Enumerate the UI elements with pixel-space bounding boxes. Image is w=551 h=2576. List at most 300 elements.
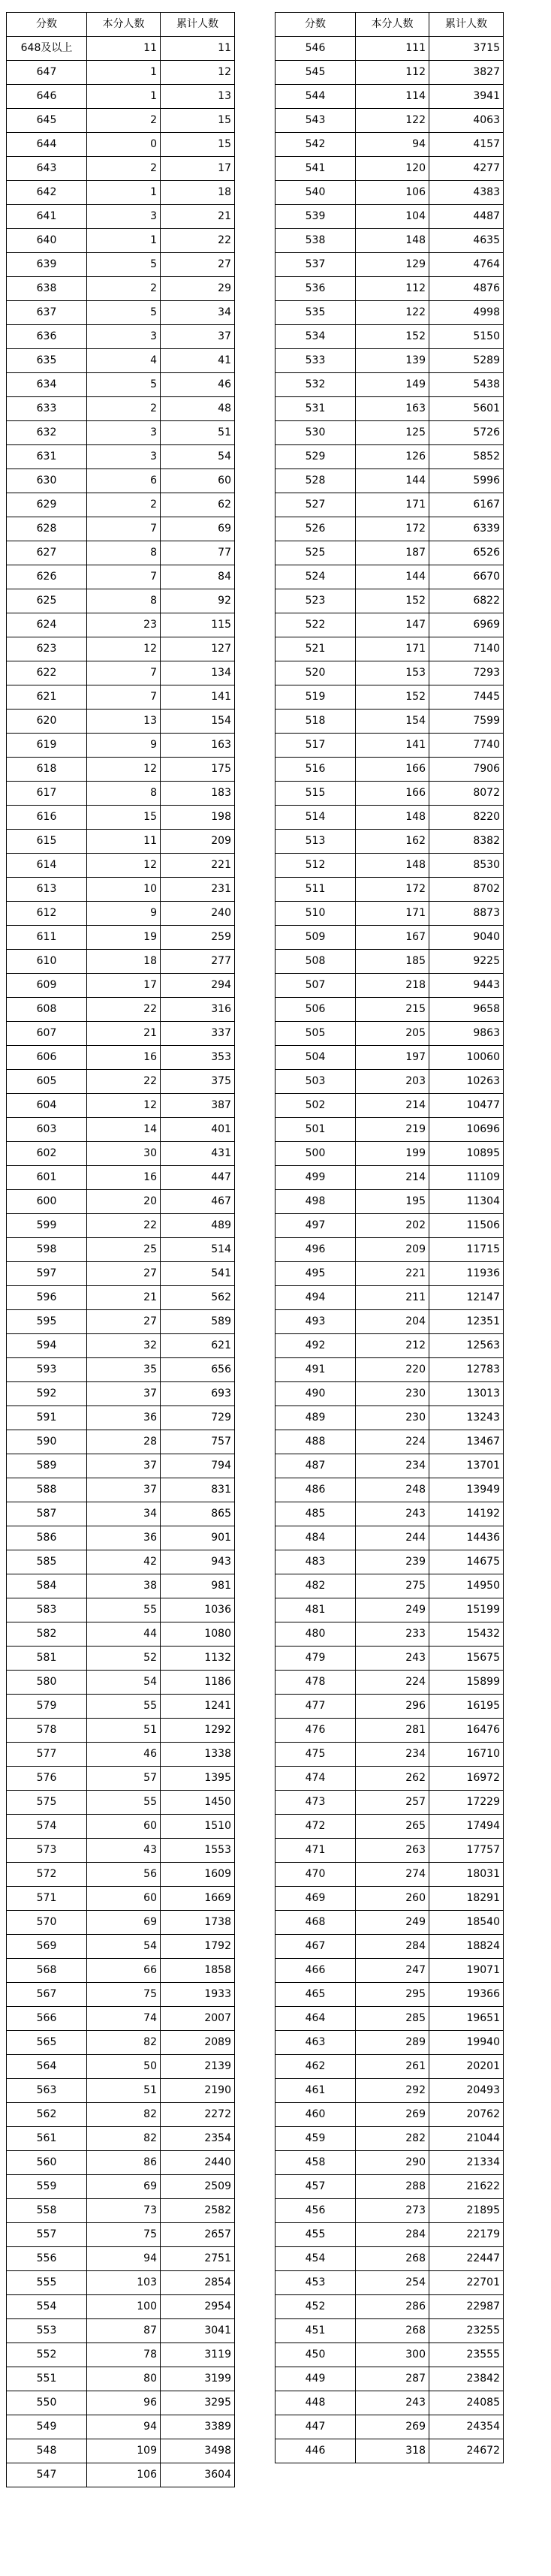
cell-score: 527 <box>276 493 356 517</box>
cell-score: 549 <box>7 2415 87 2439</box>
cell-cumulative: 943 <box>161 1550 235 1574</box>
cell-count: 211 <box>356 1286 429 1310</box>
table-row <box>7 1478 235 1502</box>
cell-cumulative: 3827 <box>429 61 504 85</box>
cell-count: 257 <box>356 1791 429 1815</box>
table-row <box>7 2415 235 2439</box>
cell-cumulative: 4157 <box>429 133 504 157</box>
cell-count: 1 <box>87 61 161 85</box>
cell-cumulative: 9225 <box>429 950 504 974</box>
cell-score: 590 <box>7 1430 87 1454</box>
cell-count: 290 <box>356 2151 429 2175</box>
cell-cumulative: 6969 <box>429 613 504 637</box>
table-row <box>276 1238 504 1262</box>
table-row <box>7 2247 235 2271</box>
cell-cumulative: 19071 <box>429 1959 504 1983</box>
cell-score: 602 <box>7 1142 87 1166</box>
cell-cumulative: 14436 <box>429 1526 504 1550</box>
cell-score: 518 <box>276 710 356 734</box>
cell-count: 2 <box>87 157 161 181</box>
table-row <box>276 349 504 373</box>
table-row <box>7 301 235 325</box>
cell-cumulative: 48 <box>161 397 235 421</box>
cell-score: 472 <box>276 1815 356 1839</box>
cell-count: 224 <box>356 1430 429 1454</box>
cell-cumulative: 9443 <box>429 974 504 998</box>
cell-score: 540 <box>276 181 356 205</box>
cell-cumulative: 24354 <box>429 2415 504 2439</box>
table-row <box>276 325 504 349</box>
cell-score: 492 <box>276 1334 356 1358</box>
cell-score: 454 <box>276 2247 356 2271</box>
cell-score: 584 <box>7 1574 87 1598</box>
cell-count: 38 <box>87 1574 161 1598</box>
cell-count: 1 <box>87 181 161 205</box>
cell-score: 488 <box>276 1430 356 1454</box>
table-row <box>276 806 504 830</box>
cell-count: 14 <box>87 1118 161 1142</box>
table-row <box>7 974 235 998</box>
cell-cumulative: 16476 <box>429 1719 504 1743</box>
cell-cumulative: 4635 <box>429 229 504 253</box>
cell-cumulative: 13013 <box>429 1382 504 1406</box>
cell-count: 109 <box>87 2439 161 2463</box>
cell-score: 644 <box>7 133 87 157</box>
table-row <box>7 589 235 613</box>
cell-count: 96 <box>87 2391 161 2415</box>
table-row <box>276 1454 504 1478</box>
cell-score: 586 <box>7 1526 87 1550</box>
table-row <box>7 1574 235 1598</box>
cell-score: 544 <box>276 85 356 109</box>
cell-cumulative: 115 <box>161 613 235 637</box>
cell-cumulative: 6670 <box>429 565 504 589</box>
table-row <box>7 85 235 109</box>
cell-cumulative: 3498 <box>161 2439 235 2463</box>
table-row <box>276 2007 504 2031</box>
cell-cumulative: 7140 <box>429 637 504 661</box>
cell-count: 106 <box>87 2463 161 2487</box>
cell-score: 614 <box>7 854 87 878</box>
cell-cumulative: 6822 <box>429 589 504 613</box>
cell-cumulative: 431 <box>161 1142 235 1166</box>
cell-count: 114 <box>356 85 429 109</box>
cell-count: 94 <box>356 133 429 157</box>
cell-count: 185 <box>356 950 429 974</box>
cell-count: 2 <box>87 109 161 133</box>
cell-score: 484 <box>276 1526 356 1550</box>
table-row <box>7 2175 235 2199</box>
cell-count: 144 <box>356 469 429 493</box>
cell-score: 494 <box>276 1286 356 1310</box>
table-row <box>7 1142 235 1166</box>
cell-count: 55 <box>87 1695 161 1719</box>
cell-score: 585 <box>7 1550 87 1574</box>
cell-cumulative: 77 <box>161 541 235 565</box>
cell-count: 60 <box>87 1887 161 1911</box>
table-row <box>7 1022 235 1046</box>
cell-cumulative: 3199 <box>161 2367 235 2391</box>
cell-cumulative: 34 <box>161 301 235 325</box>
cell-cumulative: 231 <box>161 878 235 902</box>
table-row <box>276 1671 504 1695</box>
cell-cumulative: 387 <box>161 1094 235 1118</box>
cell-cumulative: 5726 <box>429 421 504 445</box>
cell-score: 568 <box>7 1959 87 1983</box>
cell-score: 448 <box>276 2391 356 2415</box>
table-row <box>7 1262 235 1286</box>
table-row <box>7 1839 235 1863</box>
table-row <box>7 2055 235 2079</box>
cell-count: 3 <box>87 445 161 469</box>
cell-cumulative: 8702 <box>429 878 504 902</box>
header-score: 分数 <box>276 13 356 37</box>
cell-count: 249 <box>356 1911 429 1935</box>
cell-count: 163 <box>356 397 429 421</box>
cell-count: 15 <box>87 806 161 830</box>
cell-count: 28 <box>87 1430 161 1454</box>
cell-score: 569 <box>7 1935 87 1959</box>
cell-cumulative: 15 <box>161 109 235 133</box>
cell-count: 36 <box>87 1406 161 1430</box>
table-row <box>7 2103 235 2127</box>
cell-score: 592 <box>7 1382 87 1406</box>
cell-cumulative: 18031 <box>429 1863 504 1887</box>
table-row <box>276 1863 504 1887</box>
cell-cumulative: 15199 <box>429 1598 504 1622</box>
table-row <box>276 1574 504 1598</box>
cell-score: 447 <box>276 2415 356 2439</box>
table-row <box>276 2079 504 2103</box>
cell-count: 230 <box>356 1406 429 1430</box>
cell-score: 559 <box>7 2175 87 2199</box>
cell-count: 239 <box>356 1550 429 1574</box>
table-row <box>7 1502 235 1526</box>
cell-cumulative: 12783 <box>429 1358 504 1382</box>
cell-cumulative: 22987 <box>429 2295 504 2319</box>
cell-count: 218 <box>356 974 429 998</box>
cell-cumulative: 51 <box>161 421 235 445</box>
cell-count: 215 <box>356 998 429 1022</box>
cell-count: 243 <box>356 2391 429 2415</box>
cell-cumulative: 12563 <box>429 1334 504 1358</box>
cell-score: 473 <box>276 1791 356 1815</box>
cell-cumulative: 13701 <box>429 1454 504 1478</box>
table-row <box>7 1622 235 1647</box>
cell-count: 243 <box>356 1502 429 1526</box>
cell-score: 525 <box>276 541 356 565</box>
cell-count: 5 <box>87 301 161 325</box>
cell-count: 12 <box>87 637 161 661</box>
cell-cumulative: 294 <box>161 974 235 998</box>
table-row <box>276 1190 504 1214</box>
cell-count: 318 <box>356 2439 429 2463</box>
cell-count: 152 <box>356 325 429 349</box>
cell-score: 565 <box>7 2031 87 2055</box>
cell-count: 221 <box>356 1262 429 1286</box>
cell-cumulative: 21044 <box>429 2127 504 2151</box>
cell-cumulative: 175 <box>161 758 235 782</box>
cell-cumulative: 9040 <box>429 926 504 950</box>
cell-score: 587 <box>7 1502 87 1526</box>
cell-count: 153 <box>356 661 429 685</box>
table-row <box>276 1983 504 2007</box>
cell-score: 504 <box>276 1046 356 1070</box>
table-row <box>7 1214 235 1238</box>
cell-score: 620 <box>7 710 87 734</box>
cell-score: 594 <box>7 1334 87 1358</box>
cell-cumulative: 3941 <box>429 85 504 109</box>
cell-cumulative: 24672 <box>429 2439 504 2463</box>
cell-score: 588 <box>7 1478 87 1502</box>
cell-score: 463 <box>276 2031 356 2055</box>
cell-score: 643 <box>7 157 87 181</box>
cell-count: 8 <box>87 589 161 613</box>
cell-cumulative: 901 <box>161 1526 235 1550</box>
cell-cumulative: 4764 <box>429 253 504 277</box>
cell-count: 282 <box>356 2127 429 2151</box>
table-row <box>276 1046 504 1070</box>
cell-cumulative: 1080 <box>161 1622 235 1647</box>
cell-score: 629 <box>7 493 87 517</box>
cell-score: 470 <box>276 1863 356 1887</box>
cell-cumulative: 7445 <box>429 685 504 710</box>
cell-count: 139 <box>356 349 429 373</box>
cell-cumulative: 2089 <box>161 2031 235 2055</box>
cell-score: 551 <box>7 2367 87 2391</box>
table-row <box>7 1887 235 1911</box>
cell-score: 552 <box>7 2343 87 2367</box>
cell-score: 526 <box>276 517 356 541</box>
cell-cumulative: 353 <box>161 1046 235 1070</box>
cell-score: 529 <box>276 445 356 469</box>
cell-score: 535 <box>276 301 356 325</box>
cell-count: 154 <box>356 710 429 734</box>
table-row <box>276 926 504 950</box>
cell-count: 12 <box>87 1094 161 1118</box>
cell-score: 593 <box>7 1358 87 1382</box>
cell-count: 141 <box>356 734 429 758</box>
table-row <box>7 2463 235 2487</box>
table-row <box>276 1719 504 1743</box>
cell-score: 510 <box>276 902 356 926</box>
cell-count: 120 <box>356 157 429 181</box>
cell-score: 601 <box>7 1166 87 1190</box>
cell-cumulative: 13949 <box>429 1478 504 1502</box>
cell-cumulative: 17229 <box>429 1791 504 1815</box>
cell-cumulative: 11936 <box>429 1262 504 1286</box>
cell-cumulative: 7740 <box>429 734 504 758</box>
cell-count: 268 <box>356 2247 429 2271</box>
cell-count: 75 <box>87 2223 161 2247</box>
table-row <box>7 2079 235 2103</box>
cell-score: 521 <box>276 637 356 661</box>
cell-count: 212 <box>356 1334 429 1358</box>
cell-score: 489 <box>276 1406 356 1430</box>
table-row <box>276 541 504 565</box>
cell-cumulative: 12 <box>161 61 235 85</box>
cell-score: 561 <box>7 2127 87 2151</box>
cell-cumulative: 8220 <box>429 806 504 830</box>
table-row <box>276 782 504 806</box>
cell-cumulative: 1186 <box>161 1671 235 1695</box>
cell-count: 66 <box>87 1959 161 1983</box>
cell-count: 247 <box>356 1959 429 1983</box>
cell-score: 469 <box>276 1887 356 1911</box>
cell-score: 495 <box>276 1262 356 1286</box>
table-row <box>276 373 504 397</box>
cell-score: 560 <box>7 2151 87 2175</box>
table-row <box>7 878 235 902</box>
table-row <box>7 2223 235 2247</box>
cell-cumulative: 337 <box>161 1022 235 1046</box>
cell-cumulative: 13 <box>161 85 235 109</box>
cell-count: 22 <box>87 998 161 1022</box>
table-row <box>276 1502 504 1526</box>
cell-score: 533 <box>276 349 356 373</box>
cell-cumulative: 1858 <box>161 1959 235 1983</box>
cell-cumulative: 22447 <box>429 2247 504 2271</box>
cell-count: 60 <box>87 1815 161 1839</box>
cell-score: 589 <box>7 1454 87 1478</box>
table-row <box>7 349 235 373</box>
cell-count: 10 <box>87 878 161 902</box>
cell-cumulative: 10895 <box>429 1142 504 1166</box>
cell-cumulative: 2582 <box>161 2199 235 2223</box>
table-row <box>7 37 235 61</box>
cell-score: 582 <box>7 1622 87 1647</box>
cell-score: 450 <box>276 2343 356 2367</box>
table-row <box>7 1863 235 1887</box>
table-row <box>7 830 235 854</box>
table-row <box>276 2295 504 2319</box>
cell-cumulative: 447 <box>161 1166 235 1190</box>
cell-score: 487 <box>276 1454 356 1478</box>
table-row <box>276 830 504 854</box>
cell-score: 534 <box>276 325 356 349</box>
cell-cumulative: 693 <box>161 1382 235 1406</box>
cell-score: 475 <box>276 1743 356 1767</box>
cell-score: 462 <box>276 2055 356 2079</box>
cell-cumulative: 19651 <box>429 2007 504 2031</box>
cell-count: 4 <box>87 349 161 373</box>
cell-count: 5 <box>87 373 161 397</box>
cell-count: 75 <box>87 1983 161 2007</box>
table-row <box>7 806 235 830</box>
cell-cumulative: 2657 <box>161 2223 235 2247</box>
cell-score: 451 <box>276 2319 356 2343</box>
cell-score: 545 <box>276 61 356 85</box>
cell-score: 618 <box>7 758 87 782</box>
cell-count: 281 <box>356 1719 429 1743</box>
header-count: 本分人数 <box>87 13 161 37</box>
cell-score: 648及以上 <box>7 37 87 61</box>
table-row <box>276 2175 504 2199</box>
cell-score: 512 <box>276 854 356 878</box>
cell-score: 514 <box>276 806 356 830</box>
cell-count: 112 <box>356 277 429 301</box>
cell-count: 268 <box>356 2319 429 2343</box>
table-row <box>7 2343 235 2367</box>
table-row <box>7 1190 235 1214</box>
cell-cumulative: 757 <box>161 1430 235 1454</box>
cell-count: 54 <box>87 1671 161 1695</box>
cell-count: 172 <box>356 517 429 541</box>
cell-score: 600 <box>7 1190 87 1214</box>
cell-score: 474 <box>276 1767 356 1791</box>
cell-count: 2 <box>87 493 161 517</box>
cell-count: 284 <box>356 2223 429 2247</box>
table-row <box>276 1478 504 1502</box>
cell-cumulative: 16710 <box>429 1743 504 1767</box>
cell-count: 1 <box>87 229 161 253</box>
cell-count: 17 <box>87 974 161 998</box>
cell-score: 641 <box>7 205 87 229</box>
cell-cumulative: 18824 <box>429 1935 504 1959</box>
table-row <box>7 782 235 806</box>
cell-cumulative: 15675 <box>429 1647 504 1671</box>
table-row <box>276 85 504 109</box>
cell-cumulative: 22179 <box>429 2223 504 2247</box>
cell-cumulative: 1738 <box>161 1911 235 1935</box>
cell-score: 548 <box>7 2439 87 2463</box>
cell-cumulative: 467 <box>161 1190 235 1214</box>
table-row <box>276 2031 504 2055</box>
cell-cumulative: 4876 <box>429 277 504 301</box>
table-row <box>276 1214 504 1238</box>
table-row <box>276 1959 504 1983</box>
table-row <box>276 1430 504 1454</box>
cell-count: 3 <box>87 205 161 229</box>
cell-count: 22 <box>87 1214 161 1238</box>
cell-score: 645 <box>7 109 87 133</box>
cell-score: 616 <box>7 806 87 830</box>
cell-score: 647 <box>7 61 87 85</box>
cell-score: 573 <box>7 1839 87 1863</box>
table-row <box>276 2103 504 2127</box>
cell-cumulative: 6167 <box>429 493 504 517</box>
cell-score: 622 <box>7 661 87 685</box>
cell-cumulative: 23842 <box>429 2367 504 2391</box>
table-row <box>7 2031 235 2055</box>
cell-count: 171 <box>356 637 429 661</box>
cell-count: 32 <box>87 1334 161 1358</box>
cell-score: 599 <box>7 1214 87 1238</box>
cell-count: 262 <box>356 1767 429 1791</box>
table-row <box>276 2415 504 2439</box>
cell-score: 604 <box>7 1094 87 1118</box>
cell-score: 465 <box>276 1983 356 2007</box>
cell-cumulative: 46 <box>161 373 235 397</box>
cell-score: 477 <box>276 1695 356 1719</box>
cell-cumulative: 18540 <box>429 1911 504 1935</box>
table-row <box>7 2199 235 2223</box>
cell-count: 7 <box>87 685 161 710</box>
table-row <box>276 1598 504 1622</box>
cell-cumulative: 12351 <box>429 1310 504 1334</box>
cell-cumulative: 621 <box>161 1334 235 1358</box>
cell-score: 511 <box>276 878 356 902</box>
cell-count: 125 <box>356 421 429 445</box>
cell-score: 572 <box>7 1863 87 1887</box>
cell-cumulative: 2139 <box>161 2055 235 2079</box>
table-row <box>7 2439 235 2463</box>
cell-cumulative: 141 <box>161 685 235 710</box>
cell-score: 596 <box>7 1286 87 1310</box>
table-row <box>7 1911 235 1935</box>
cell-count: 209 <box>356 1238 429 1262</box>
cell-count: 149 <box>356 373 429 397</box>
